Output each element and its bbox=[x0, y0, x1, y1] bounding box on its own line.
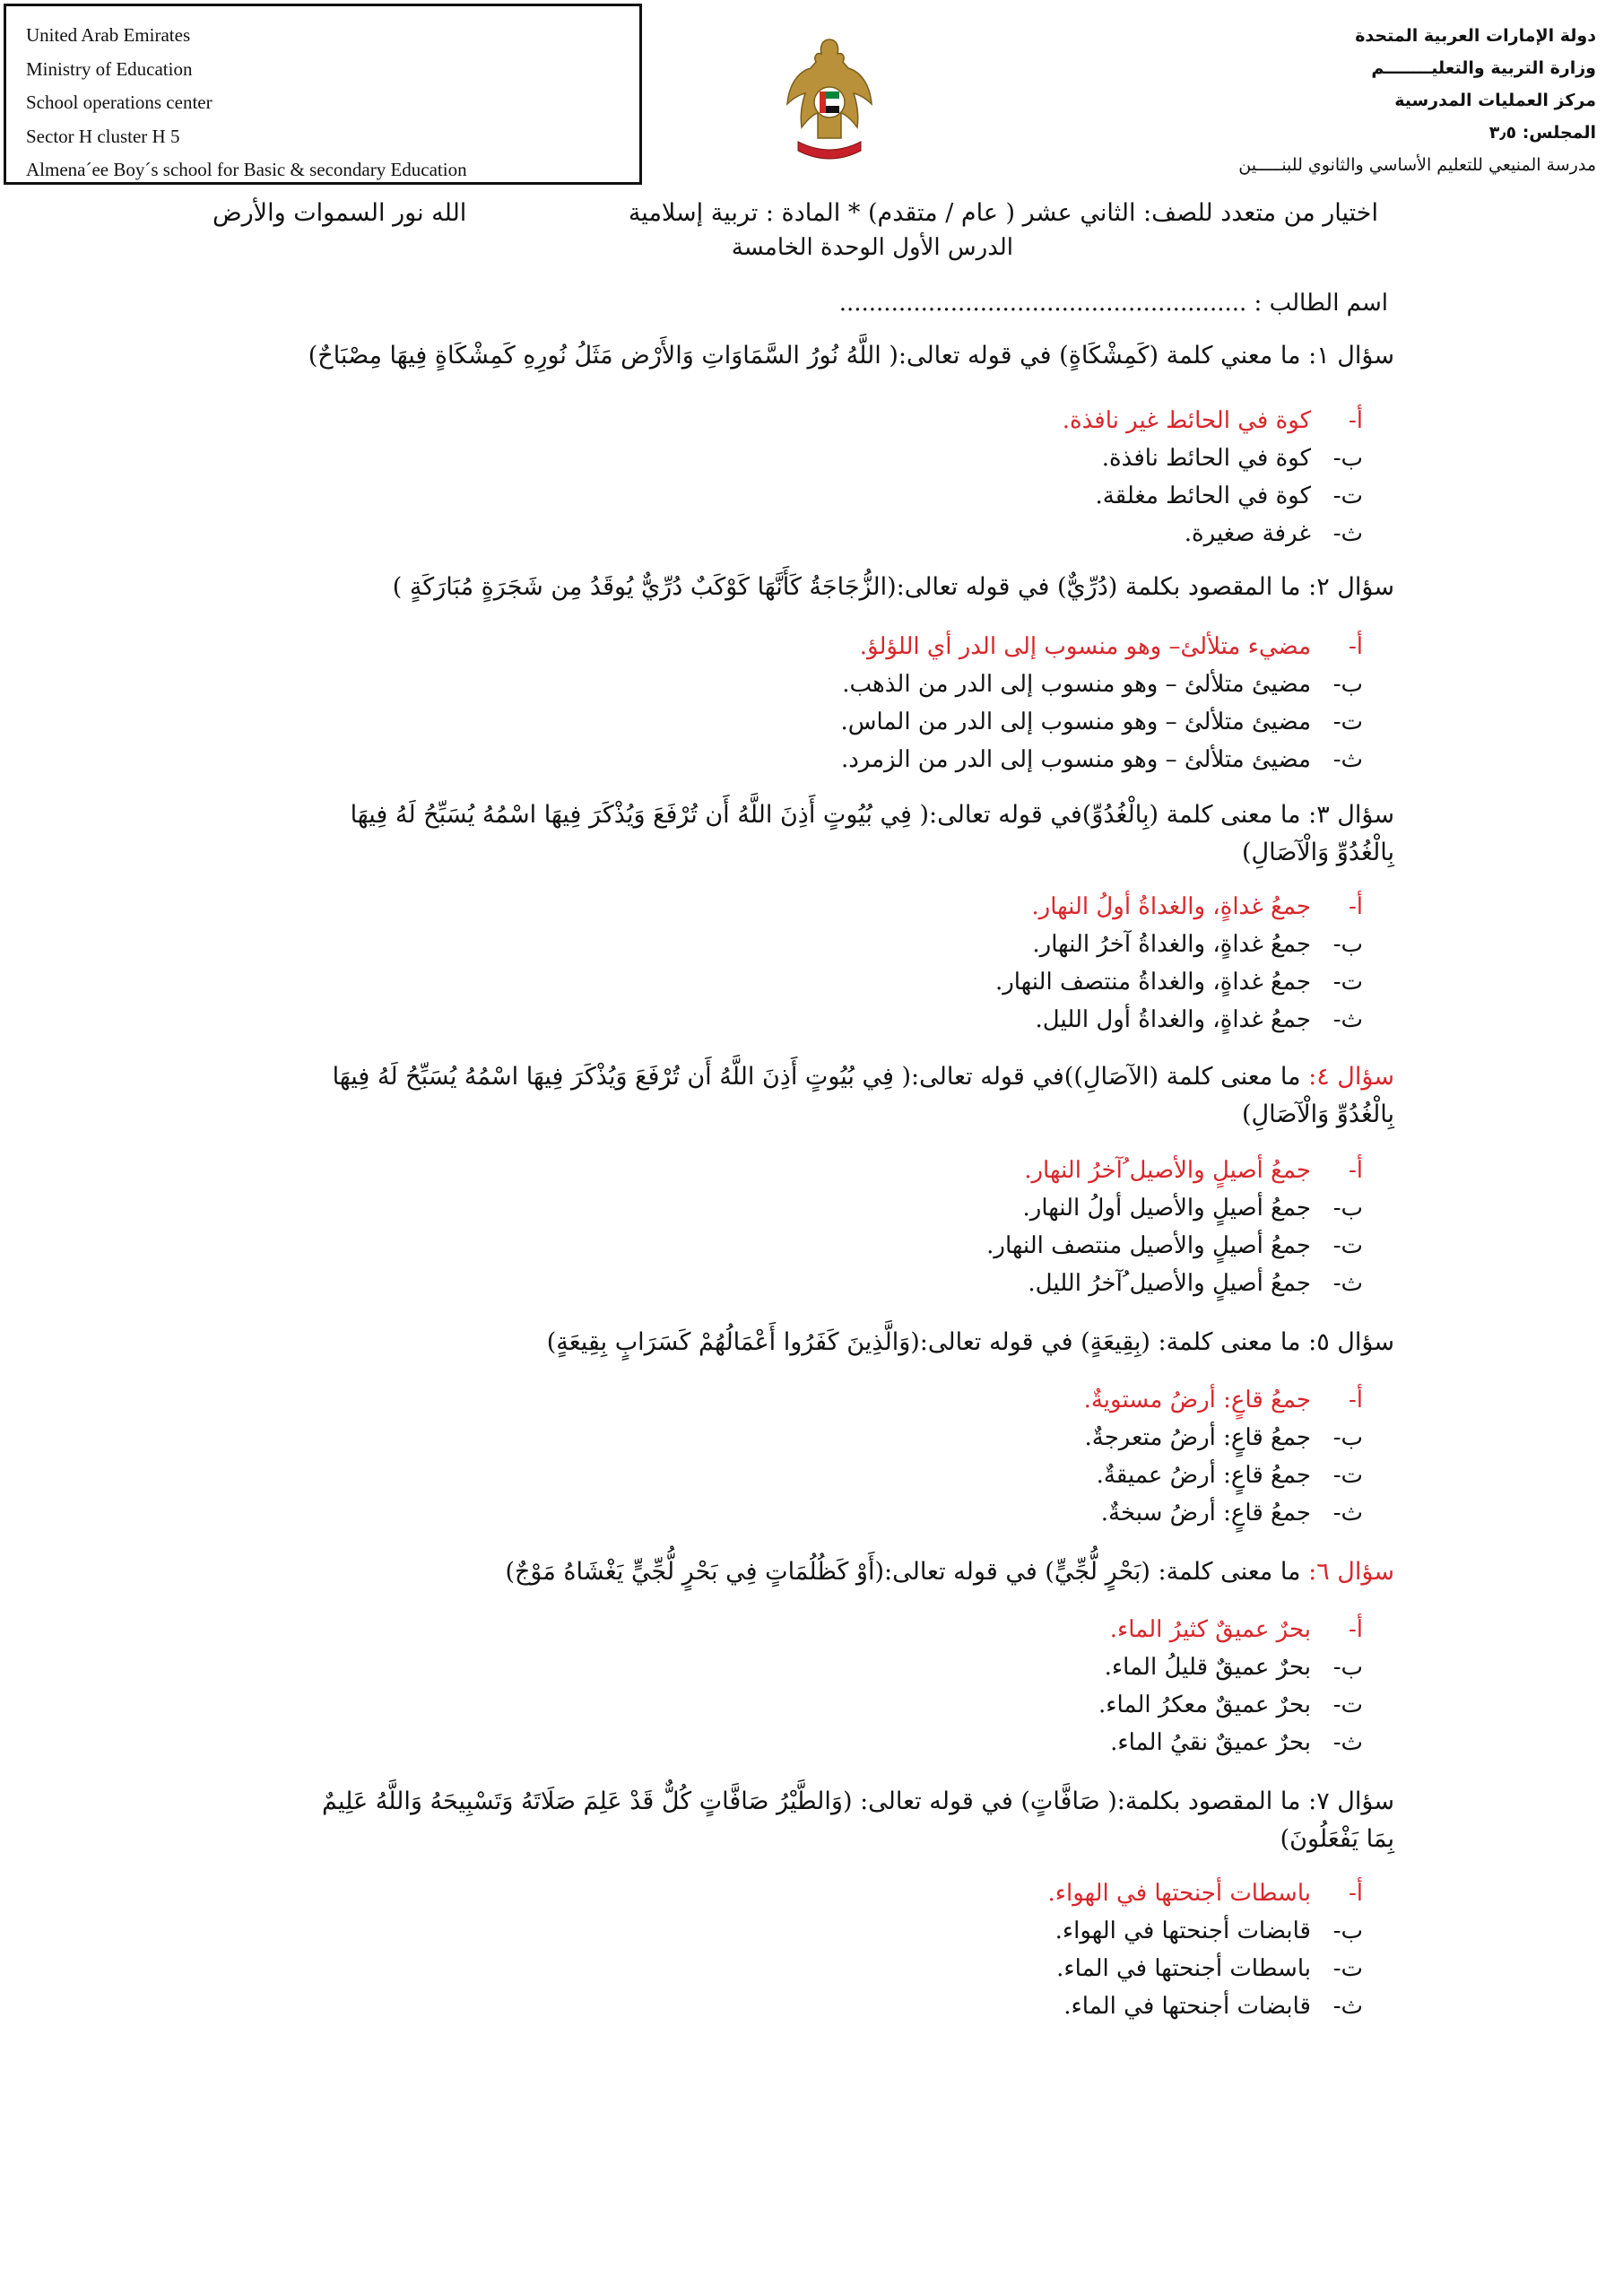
option-text: جمعُ غداةٍ، والغداةُ أول الليل. bbox=[1035, 1006, 1311, 1033]
exam-title bbox=[213, 196, 1378, 231]
option-text: مضيئ متلألئ – وهو منسوب إلى الدر من الذهب. bbox=[842, 671, 1311, 698]
option-q3-d[interactable] bbox=[556, 1001, 1363, 1039]
header-ar-school: مدرسة المنيعي للتعليم الأساسي والثانوي للبنـــــين bbox=[1238, 155, 1596, 175]
option-label: ث- bbox=[1332, 1270, 1363, 1297]
option-q3-a[interactable] bbox=[556, 888, 1363, 926]
option-label: أ- bbox=[1348, 1616, 1363, 1643]
option-text: جمعُ غداةٍ، والغداةُ منتصف النهار. bbox=[994, 969, 1311, 996]
question-3: سؤال ٣: ما معنى كلمة (بِالْغُدُوِّ)في قوله تعالى:( فِي بُيُوتٍ أَذِنَ اللَّهُ أَن تُرْفَعَ وَيُذْكَرَ فِيهَا اسْمُهُ يُسَبِّحُ لَهُ فِيهَا بِالْغُدُوِّ وَالْآصَالِ) bbox=[350, 801, 1394, 866]
option-label: ب- bbox=[1332, 1918, 1363, 1944]
lesson-title: الدرس الأول الوحدة الخامسة bbox=[731, 234, 1013, 261]
options-q2 bbox=[556, 628, 1363, 778]
option-label: ب- bbox=[1332, 1654, 1363, 1681]
option-label: ت- bbox=[1332, 1462, 1363, 1489]
option-q1-c[interactable] bbox=[556, 477, 1363, 515]
header-ar-country: دولة الإمارات العربية المتحدة bbox=[1355, 26, 1596, 46]
option-label: أ- bbox=[1348, 1387, 1363, 1413]
option-q2-d[interactable] bbox=[556, 741, 1363, 778]
option-label: ب- bbox=[1332, 1424, 1363, 1451]
option-label: أ- bbox=[1348, 1880, 1363, 1907]
option-q7-d[interactable] bbox=[556, 1987, 1363, 2025]
option-label: ت- bbox=[1332, 1692, 1363, 1718]
question-4 bbox=[291, 1058, 1394, 1134]
option-text: جمعُ أصيلٍ والأصيل أولُ النهار. bbox=[1022, 1195, 1311, 1222]
option-text: مضيء متلألئ– وهو منسوب إلى الدر أي اللؤلؤ. bbox=[859, 633, 1311, 660]
options-q6 bbox=[556, 1611, 1363, 1761]
option-text: جمعُ أصيلٍ والأصيل ُآخرُ النهار. bbox=[1024, 1157, 1311, 1184]
options-q3 bbox=[556, 888, 1363, 1039]
option-q1-b[interactable] bbox=[556, 439, 1363, 477]
option-text: بحرٌ عميقٌ كثيرُ الماء. bbox=[1109, 1616, 1311, 1643]
option-text: قابضات أجنحتها في الهواء. bbox=[1055, 1918, 1311, 1944]
option-q4-a[interactable] bbox=[556, 1152, 1363, 1189]
option-label: أ- bbox=[1348, 407, 1363, 434]
option-text: بحرٌ عميقٌ نقيُ الماء. bbox=[1110, 1729, 1311, 1756]
option-q5-b[interactable] bbox=[556, 1419, 1363, 1457]
option-q2-c[interactable] bbox=[556, 703, 1363, 741]
option-text: باسطات أجنحتها في الماء. bbox=[1056, 1955, 1311, 1982]
option-label: ب- bbox=[1332, 671, 1363, 698]
option-q1-d[interactable] bbox=[556, 515, 1363, 552]
option-q2-b[interactable] bbox=[556, 665, 1363, 703]
option-q4-b[interactable] bbox=[556, 1189, 1363, 1227]
header-line-country: United Arab Emirates bbox=[26, 24, 191, 46]
question-6 bbox=[291, 1553, 1394, 1591]
option-label: ث- bbox=[1332, 1006, 1363, 1033]
option-label: ث- bbox=[1332, 746, 1363, 773]
question-4-text: ما معنى كلمة (الآصَالِ))في قوله تعالى:( فِي بُيُوتٍ أَذِنَ اللَّهُ أَن تُرْفَعَ وَيُذْكَرَ فِيهَا اسْمُهُ يُسَبِّحُ لَهُ فِيهَا بِالْغُدُوِّ وَالْآصَالِ) bbox=[332, 1063, 1394, 1128]
option-label: ت- bbox=[1332, 1955, 1363, 1982]
option-text: جمعُ أصيلٍ والأصيل ُآخرُ الليل. bbox=[1028, 1270, 1311, 1297]
option-label: ت- bbox=[1332, 969, 1363, 996]
header-ar-ministry: وزارة التربية والتعليــــــــم bbox=[1371, 58, 1596, 78]
option-text: كوة في الحائط نافذة. bbox=[1101, 445, 1311, 472]
option-label: ب- bbox=[1332, 1195, 1363, 1222]
option-text: قابضات أجنحتها في الماء. bbox=[1063, 1993, 1311, 2020]
option-q5-d[interactable] bbox=[556, 1494, 1363, 1532]
option-text: جمعُ أصيلٍ والأصيل منتصف النهار. bbox=[986, 1232, 1311, 1259]
option-label: ث- bbox=[1332, 1500, 1363, 1526]
header-line-ministry: Ministry of Education bbox=[26, 57, 193, 80]
option-q3-c[interactable] bbox=[556, 963, 1363, 1001]
option-q6-d[interactable] bbox=[556, 1724, 1363, 1761]
question-6-number: سؤال ٦: bbox=[1300, 1558, 1394, 1586]
question-5: سؤال ٥: ما معنى كلمة: (بِقِيعَةٍ) في قوله تعالى:(وَالَّذِينَ كَفَرُوا أَعْمَالُهُمْ كَسَرَابٍ بِقِيعَةٍ) bbox=[546, 1328, 1394, 1356]
option-label: ث- bbox=[1332, 520, 1363, 547]
options-q4 bbox=[556, 1152, 1363, 1302]
option-q6-c[interactable] bbox=[556, 1686, 1363, 1724]
option-text: جمعُ قاعٍ: أرضُ سبخةٌ. bbox=[1100, 1500, 1311, 1526]
option-text: جمعُ غداةٍ، والغداةُ أولُ النهار. bbox=[1031, 893, 1311, 920]
option-text: مضيئ متلألئ – وهو منسوب إلى الدر من الزمرد. bbox=[840, 746, 1311, 773]
option-q5-c[interactable] bbox=[556, 1457, 1363, 1494]
option-text: جمعُ غداةٍ، والغداةُ آخرُ النهار. bbox=[1032, 931, 1311, 958]
option-label: ث- bbox=[1332, 1729, 1363, 1756]
options-q5 bbox=[556, 1381, 1363, 1532]
question-6-text: ما معنى كلمة: (بَحْرٍ لُّجِّيٍّ) في قوله تعالى:(أَوْ كَظُلُمَاتٍ فِي بَحْرٍ لُّجِّيٍّ يَغْشَاهُ مَوْجٌ) bbox=[505, 1558, 1301, 1586]
exam-title-unit: الله نور السموات والأرض bbox=[213, 199, 467, 227]
header-line-center: School operations center bbox=[26, 91, 213, 113]
options-q1 bbox=[556, 402, 1363, 552]
option-q5-a[interactable] bbox=[556, 1381, 1363, 1419]
option-label: ت- bbox=[1332, 709, 1363, 735]
option-label: ت- bbox=[1332, 483, 1363, 509]
option-text: كوة في الحائط مغلقة. bbox=[1095, 483, 1311, 509]
option-q6-b[interactable] bbox=[556, 1648, 1363, 1686]
student-name-field[interactable]: اسم الطالب : ....................................................... bbox=[838, 290, 1388, 317]
option-q4-c[interactable] bbox=[556, 1227, 1363, 1265]
option-text: كوة في الحائط غير نافذة. bbox=[1062, 407, 1311, 434]
option-label: ث- bbox=[1332, 1993, 1363, 2020]
option-label: ت- bbox=[1332, 1232, 1363, 1259]
option-label: ب- bbox=[1332, 931, 1363, 958]
option-q6-a[interactable] bbox=[556, 1611, 1363, 1648]
option-q7-a[interactable] bbox=[556, 1874, 1363, 1912]
option-text: جمعُ قاعٍ: أرضُ مستويةٌ. bbox=[1083, 1387, 1311, 1413]
option-text: بحرٌ عميقٌ قليلُ الماء. bbox=[1104, 1654, 1311, 1681]
option-text: باسطات أجنحتها في الهواء. bbox=[1047, 1880, 1311, 1907]
option-q2-a[interactable] bbox=[556, 628, 1363, 665]
exam-title-grade-subject: اختيار من متعدد للصف: الثاني عشر ( عام / متقدم) * المادة : تربية إسلامية bbox=[628, 199, 1378, 227]
option-text: مضيئ متلألئ – وهو منسوب إلى الدر من الماس. bbox=[840, 709, 1311, 735]
option-q1-a[interactable] bbox=[556, 402, 1363, 439]
option-q3-b[interactable] bbox=[556, 926, 1363, 963]
uae-emblem-icon bbox=[780, 32, 879, 167]
option-label: أ- bbox=[1348, 1157, 1363, 1184]
question-4-number: سؤال ٤: bbox=[1300, 1063, 1394, 1091]
option-text: بحرٌ عميقٌ معكرُ الماء. bbox=[1098, 1692, 1311, 1718]
option-q4-d[interactable] bbox=[556, 1265, 1363, 1302]
options-q7 bbox=[556, 1874, 1363, 2025]
english-header-box bbox=[4, 4, 642, 185]
header-line-school: Almena´ee Boy´s school for Basic & secondary Education bbox=[26, 159, 467, 180]
option-q7-c[interactable] bbox=[556, 1950, 1363, 1987]
option-text: جمعُ قاعٍ: أرضُ متعرجةٌ. bbox=[1084, 1424, 1311, 1451]
header-ar-council: المجلس: ٣٫٥ bbox=[1488, 123, 1596, 143]
option-label: أ- bbox=[1348, 633, 1363, 660]
option-label: أ- bbox=[1348, 893, 1363, 920]
header-ar-center: مركز العمليات المدرسية bbox=[1394, 91, 1596, 110]
option-text: جمعُ قاعٍ: أرضُ عميقةٌ. bbox=[1096, 1462, 1311, 1489]
question-7: سؤال ٧: ما المقصود بكلمة:( صَافَّاتٍ) في قوله تعالى: (وَالطَّيْرُ صَافَّاتٍ كُلٌّ قَدْ عَلِمَ صَلَاتَهُ وَتَسْبِيحَهُ وَاللَّهُ عَلِيمٌ بِمَا يَفْعَلُونَ) bbox=[322, 1787, 1394, 1853]
header-line-sector: Sector H cluster H 5 bbox=[26, 125, 180, 147]
question-2: سؤال ٢: ما المقصود بكلمة (دُرِّيٌّ) في قوله تعالى:(الزُّجَاجَةُ كَأَنَّهَا كَوْكَبٌ دُرِّيٌّ يُوقَدُ مِن شَجَرَةٍ مُبَارَكَةٍ ) bbox=[392, 573, 1394, 601]
arabic-header bbox=[1130, 20, 1596, 181]
option-text: غرفة صغيرة. bbox=[1184, 520, 1311, 547]
option-label: ب- bbox=[1332, 445, 1363, 472]
question-1: سؤال ١: ما معني كلمة (كَمِشْكَاةٍ) في قوله تعالى:( اللَّهُ نُورُ السَّمَاوَاتِ وَالأَرْض مَثَلُ نُورِهِ كَمِشْكَاةٍ فِيهَا مِصْبَاحٌ) bbox=[308, 342, 1394, 370]
option-q7-b[interactable] bbox=[556, 1912, 1363, 1950]
